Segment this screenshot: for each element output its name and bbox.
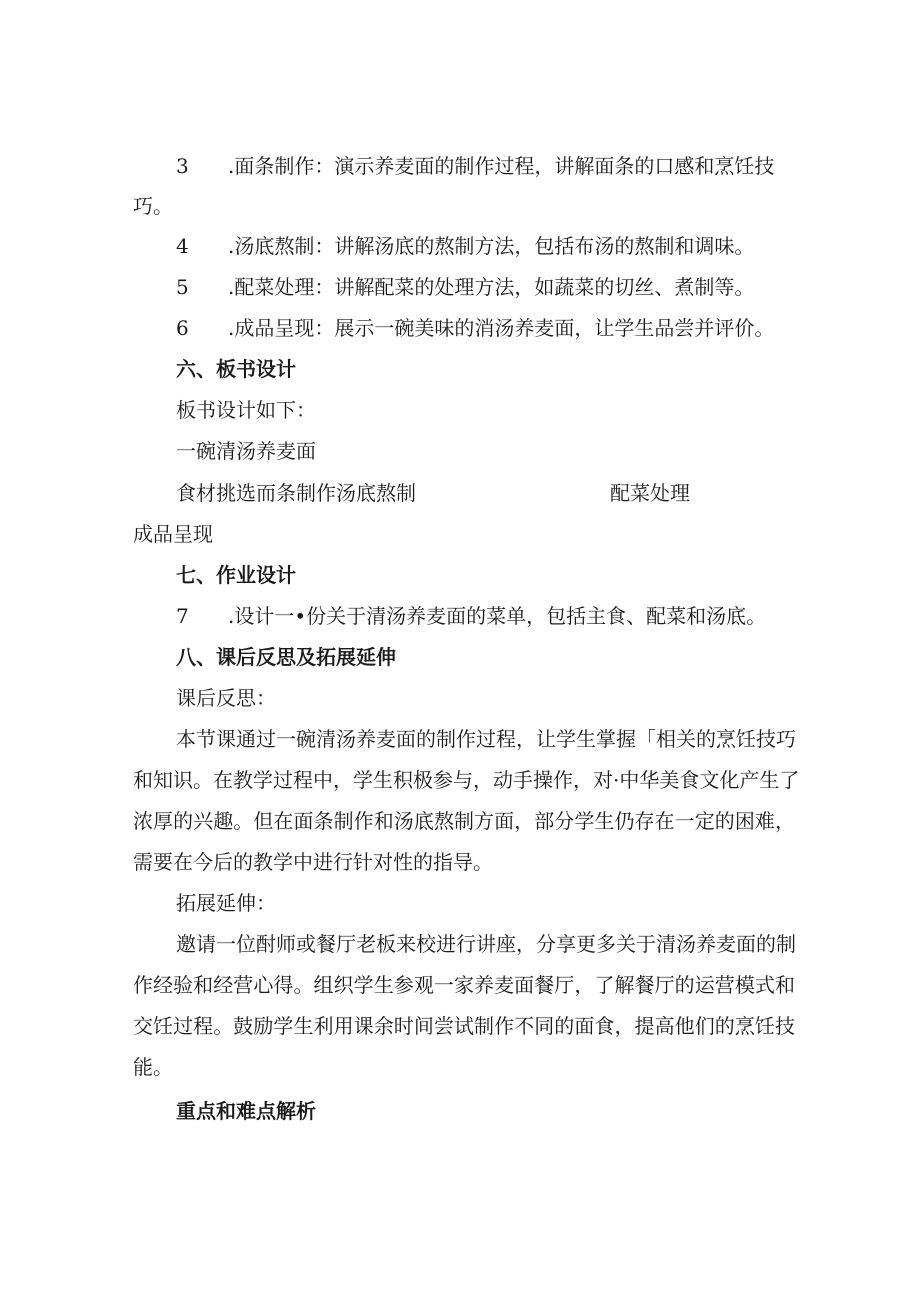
step-4 [176,232,754,260]
step-number: 5 [176,275,189,299]
step-number: 6 [176,316,189,340]
board-row-right: 配菜处理 [610,481,690,505]
step-6 [176,314,774,342]
extension-label: 拓展延伸： [176,891,276,915]
section-6-heading: 六、板书设计 [176,357,296,381]
board-last: 成品呈现 [133,522,213,546]
key-points-heading: 重点和难点解析 [176,1099,316,1123]
step-text: .汤底熬制：讲解汤底的熬制方法，包括布汤的熬制和调味。 [228,234,755,258]
reflection-line: 需要在今后的教学中进行针对性的指导。 [133,850,493,874]
step-3-continuation: 巧。 [133,194,173,218]
step-5 [176,273,754,301]
board-row-left: 食材挑选而条制作汤底熬制 [176,481,416,505]
reflection-line: 浓厚的兴趣。但在面条制作和汤底熬制方面，部分学生仍存在一定的困难， [133,809,795,833]
board-intro: 板书设计如下： [176,398,316,422]
reflection-line: 和知识。在教学过程中，学生积极参与，动手操作，对·中华美食文化产生了 [133,768,800,792]
section-7-heading: 七、作业设计 [176,563,296,587]
extension-line: 能。 [133,1055,173,1079]
extension-line: 作经验和经营心得。组织学生参观一家养麦面餐厅，了解餐厅的运营模式和 [133,973,795,997]
homework-text: .设计一•份关于清汤养麦面的菜单，包括主食、配菜和汤底。 [228,604,767,628]
step-number: 3 [176,154,189,178]
extension-line: 交饪过程。鼓励学生利用课余时间尝试制作不同的面食，提高他们的烹饪技 [133,1014,795,1038]
reflection-label: 课后反思： [176,686,276,710]
step-text: .面条制作：演示养麦面的制作过程，讲解面条的口感和烹饪技 [228,154,775,178]
section-8-heading: 八、课后反思及拓展延伸 [176,645,396,669]
step-3 [176,152,774,180]
reflection-line: 本节课通过一碗清汤养麦面的制作过程，让学生掌握「相关的烹饪技巧 [176,727,796,751]
extension-line: 邀请一位酎师或餐厅老板来校进行讲座，分享更多关于清汤养麦面的制 [176,932,796,956]
step-number: 4 [176,234,189,258]
board-title: 一碗清汤养麦面 [176,439,316,463]
homework-item [176,602,766,630]
step-text: .配菜处理：讲解配菜的处理方法，如蔬菜的切丝、煮制等。 [228,275,755,299]
homework-number: 7 [176,604,189,628]
step-text: .成品呈现：展示一碗美味的消汤养麦面，让学生品尝并评价。 [228,316,775,340]
